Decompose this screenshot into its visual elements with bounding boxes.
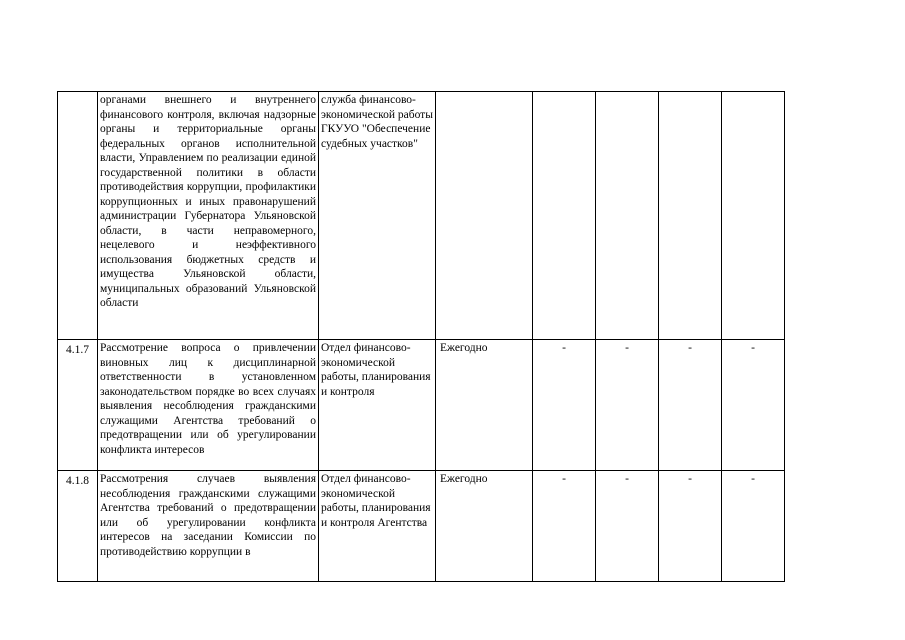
value-cell: - <box>596 340 659 471</box>
measures-table <box>57 91 785 582</box>
value-cell: - <box>533 340 596 471</box>
responsible-unit: служба финансово-экономической работы ГКУУО "Обеспечение судебных участков" <box>319 92 436 340</box>
value-cell: - <box>533 471 596 582</box>
value-cell: - <box>722 471 785 582</box>
execution-period: Ежегодно <box>436 471 533 582</box>
value-cell <box>596 92 659 340</box>
table-row <box>58 340 785 471</box>
value-cell <box>533 92 596 340</box>
item-number <box>58 92 98 340</box>
value-cell <box>659 92 722 340</box>
measure-description: Рассмотрение вопроса о привлечении виновных лиц к дисциплинарной ответственности в установленном законодательством порядке во всех случаях выявления несоблюдения гражданскими служащими Агентства требований о предотвращении или об урегулировании конфликта интересов <box>98 340 319 471</box>
value-cell: - <box>659 471 722 582</box>
table-row <box>58 471 785 582</box>
responsible-unit: Отдел финансово-экономической работы, планирования и контроля Агентства <box>319 471 436 582</box>
item-number: 4.1.8 <box>58 471 98 582</box>
table-row <box>58 92 785 340</box>
value-cell: - <box>659 340 722 471</box>
execution-period: Ежегодно <box>436 340 533 471</box>
measure-description: Рассмотрения случаев выявления несоблюдения гражданскими служащими Агентства требований о предотвращении или об урегулировании конфликта интересов на заседании Комиссии по противодействию коррупции в <box>98 471 319 582</box>
item-number: 4.1.7 <box>58 340 98 471</box>
value-cell <box>722 92 785 340</box>
responsible-unit: Отдел финансово-экономической работы, планирования и контроля <box>319 340 436 471</box>
value-cell: - <box>596 471 659 582</box>
value-cell: - <box>722 340 785 471</box>
execution-period <box>436 92 533 340</box>
measure-description: органами внешнего и внутреннего финансового контроля, включая надзорные органы и территориальные органы федеральных органов исполнительной власти, Управлением по реализации единой государственной политики в области противодействия коррупции, профилактики коррупционных и иных правонарушений администрации Губернатора Ульяновской области, в части неправомерного, нецелевого и неэффективного использования бюджетных средств и имущества Ульяновской области, муниципальных образований Ульяновской области <box>98 92 319 340</box>
